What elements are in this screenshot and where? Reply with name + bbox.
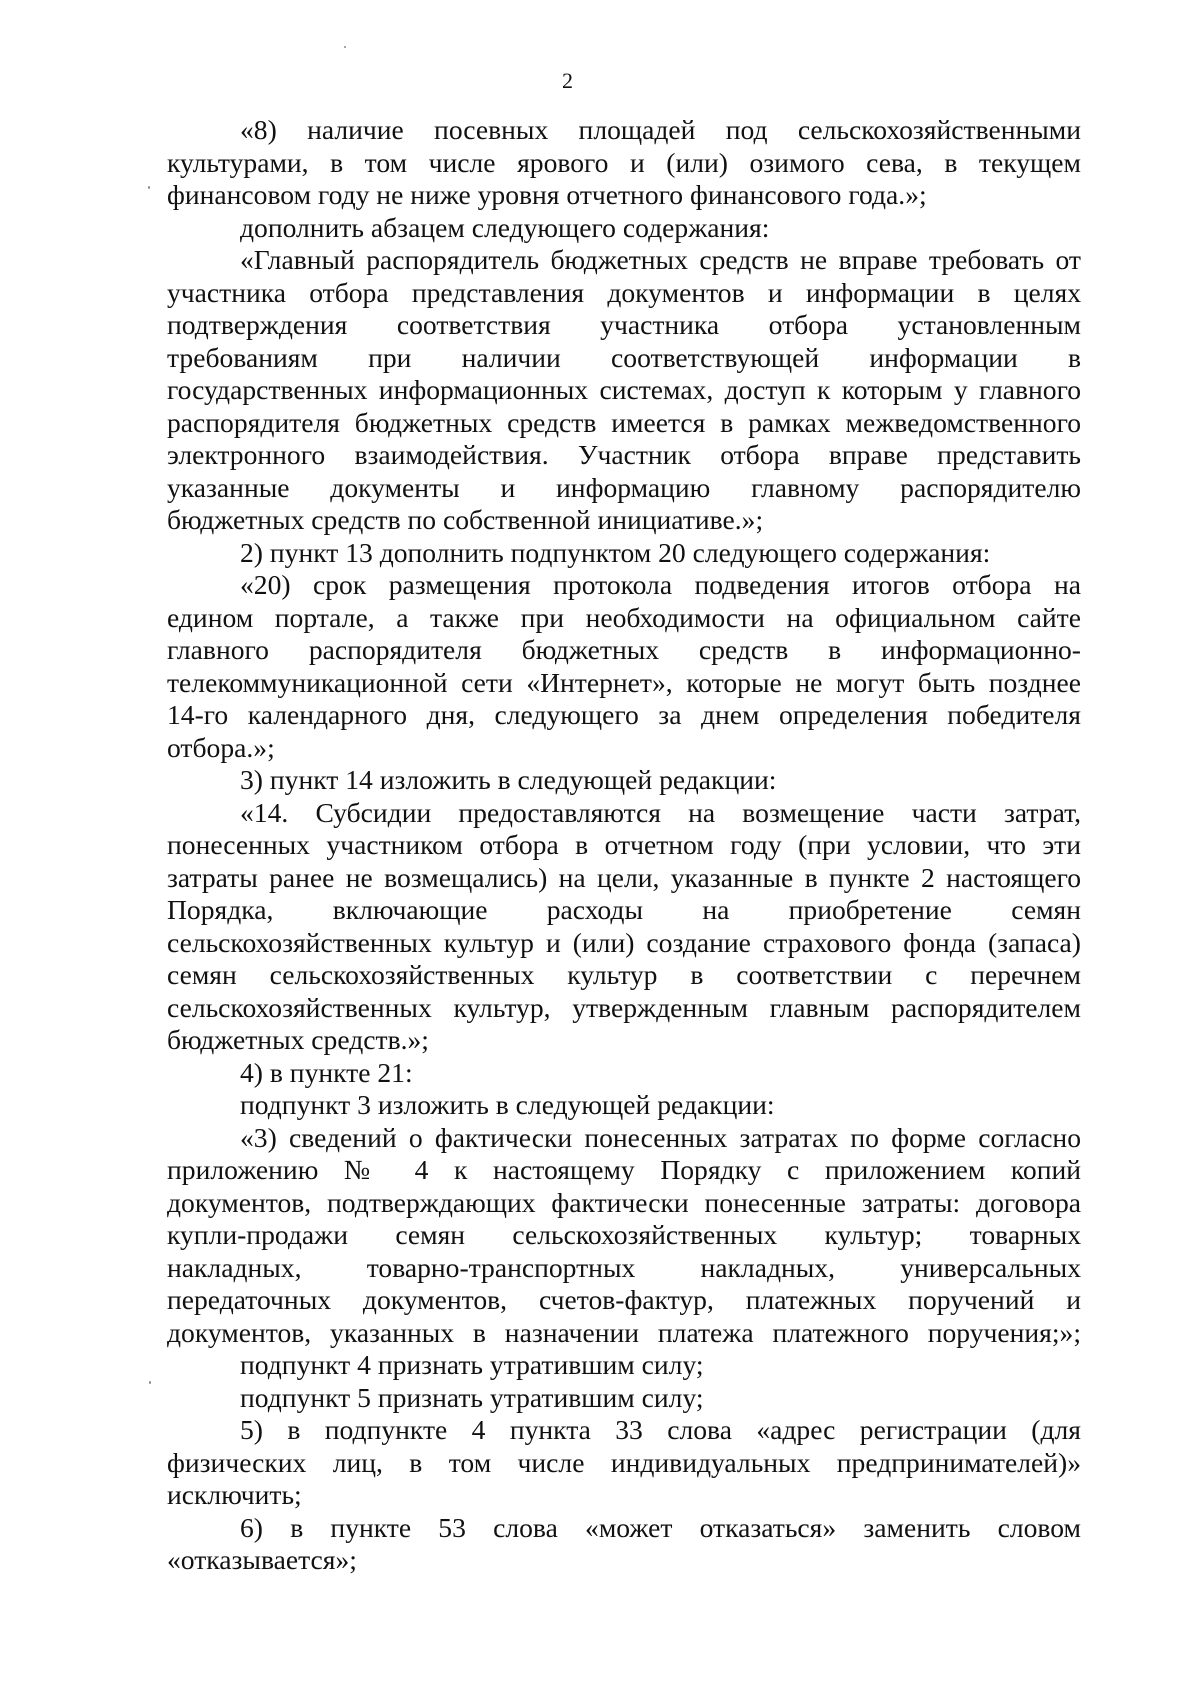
text-line: финансовом году не ниже уровня отчетного финансового года.»; xyxy=(167,179,927,210)
text-line: указанные документы и информацию главному распорядителю xyxy=(167,471,1081,503)
text-line: понесенных участником отбора в отчетном году (при условии, что эти xyxy=(167,829,1081,860)
scan-speck xyxy=(149,1381,151,1384)
text-line: 3) пункт 14 изложить в следующей редакции: xyxy=(240,764,777,795)
text-line: документов, подтверждающих фактически понесенные затраты: договора xyxy=(167,1186,1081,1218)
text-line: 14-го календарного дня, следующего за днем определения победителя xyxy=(167,699,1081,730)
text-line: участника отбора представления документов и информации в целях xyxy=(167,276,1081,308)
text-line: сельскохозяйственных культур, утвержденным главным распорядителем xyxy=(167,991,1081,1023)
text-line: Порядка, включающие расходы на приобретение семян xyxy=(167,894,1081,925)
text-line: «отказывается»; xyxy=(167,1544,357,1575)
text-line: «Главный распорядитель бюджетных средств не вправе требовать от xyxy=(240,244,1081,275)
text-line: «14. Субсидии предоставляются на возмещение части затрат, xyxy=(240,796,1081,828)
text-line: «3) сведений о фактически понесенных затратах по форме согласно xyxy=(240,1121,1081,1153)
text-line: 5) в подпункте 4 пункта 33 слова «адрес регистрации (для xyxy=(240,1414,1081,1445)
text-line: «20) срок размещения протокола подведения итогов отбора на xyxy=(240,569,1081,600)
text-line: накладных, товарно-транспортных накладных, универсальных xyxy=(167,1251,1081,1283)
text-line: купли-продажи семян сельскохозяйственных культур; товарных xyxy=(167,1219,1081,1250)
text-line: едином портале, а также при необходимости на официальном сайте xyxy=(167,601,1081,633)
text-line: подпункт 4 признать утратившим силу; xyxy=(240,1349,704,1380)
text-line: подтверждения соответствия участника отбора установленным xyxy=(167,309,1081,340)
text-line: электронного взаимодействия. Участник отбора вправе представить xyxy=(167,439,1081,470)
text-line: требованиям при наличии соответствующей информации в xyxy=(167,341,1081,373)
text-line: семян сельскохозяйственных культур в соответствии с перечнем xyxy=(167,959,1081,990)
text-line: культурами, в том числе ярового и (или) озимого сева, в текущем xyxy=(167,146,1081,178)
text-line: документов, указанных в назначении платежа платежного поручения;»; xyxy=(167,1316,1081,1348)
text-line: подпункт 3 изложить в следующей редакции: xyxy=(240,1089,775,1120)
text-line: передаточных документов, счетов-фактур, платежных поручений и xyxy=(167,1284,1081,1315)
text-line: 4) в пункте 21: xyxy=(240,1056,413,1088)
text-line: распорядителя бюджетных средств имеется в рамках межведомственного xyxy=(167,406,1081,438)
text-line: затраты ранее не возмещались) на цели, указанные в пункте 2 настоящего xyxy=(167,861,1081,893)
text-line: дополнить абзацем следующего содержания: xyxy=(240,211,770,243)
text-line: подпункт 5 признать утратившим силу; xyxy=(240,1381,704,1413)
text-line: бюджетных средств.»; xyxy=(167,1024,429,1055)
text-line: 2) пункт 13 дополнить подпунктом 20 следующего содержания: xyxy=(240,536,991,568)
text-line: исключить; xyxy=(167,1479,302,1510)
text-line: физических лиц, в том числе индивидуальных предпринимателей)» xyxy=(167,1446,1081,1478)
text-line: приложению № 4 к настоящему Порядку с приложением копий xyxy=(167,1154,1081,1185)
text-line: сельскохозяйственных культур и (или) создание страхового фонда (запаса) xyxy=(167,926,1081,958)
text-line: бюджетных средств по собственной инициативе.»; xyxy=(167,504,764,535)
text-line: 6) в пункте 53 слова «может отказаться» заменить словом xyxy=(240,1511,1081,1543)
document-body xyxy=(167,114,1081,1577)
scan-speck xyxy=(148,186,150,189)
text-line: главного распорядителя бюджетных средств в информационно- xyxy=(167,634,1081,665)
text-line: «8) наличие посевных площадей под сельскохозяйственными xyxy=(240,114,1081,145)
text-line: телекоммуникационной сети «Интернет», которые не могут быть позднее xyxy=(167,666,1081,698)
page-number: 2 xyxy=(562,68,573,93)
text-line: отбора.»; xyxy=(167,731,275,763)
text-line: государственных информационных системах, доступ к которым у главного xyxy=(167,374,1081,405)
scan-speck xyxy=(344,46,346,48)
